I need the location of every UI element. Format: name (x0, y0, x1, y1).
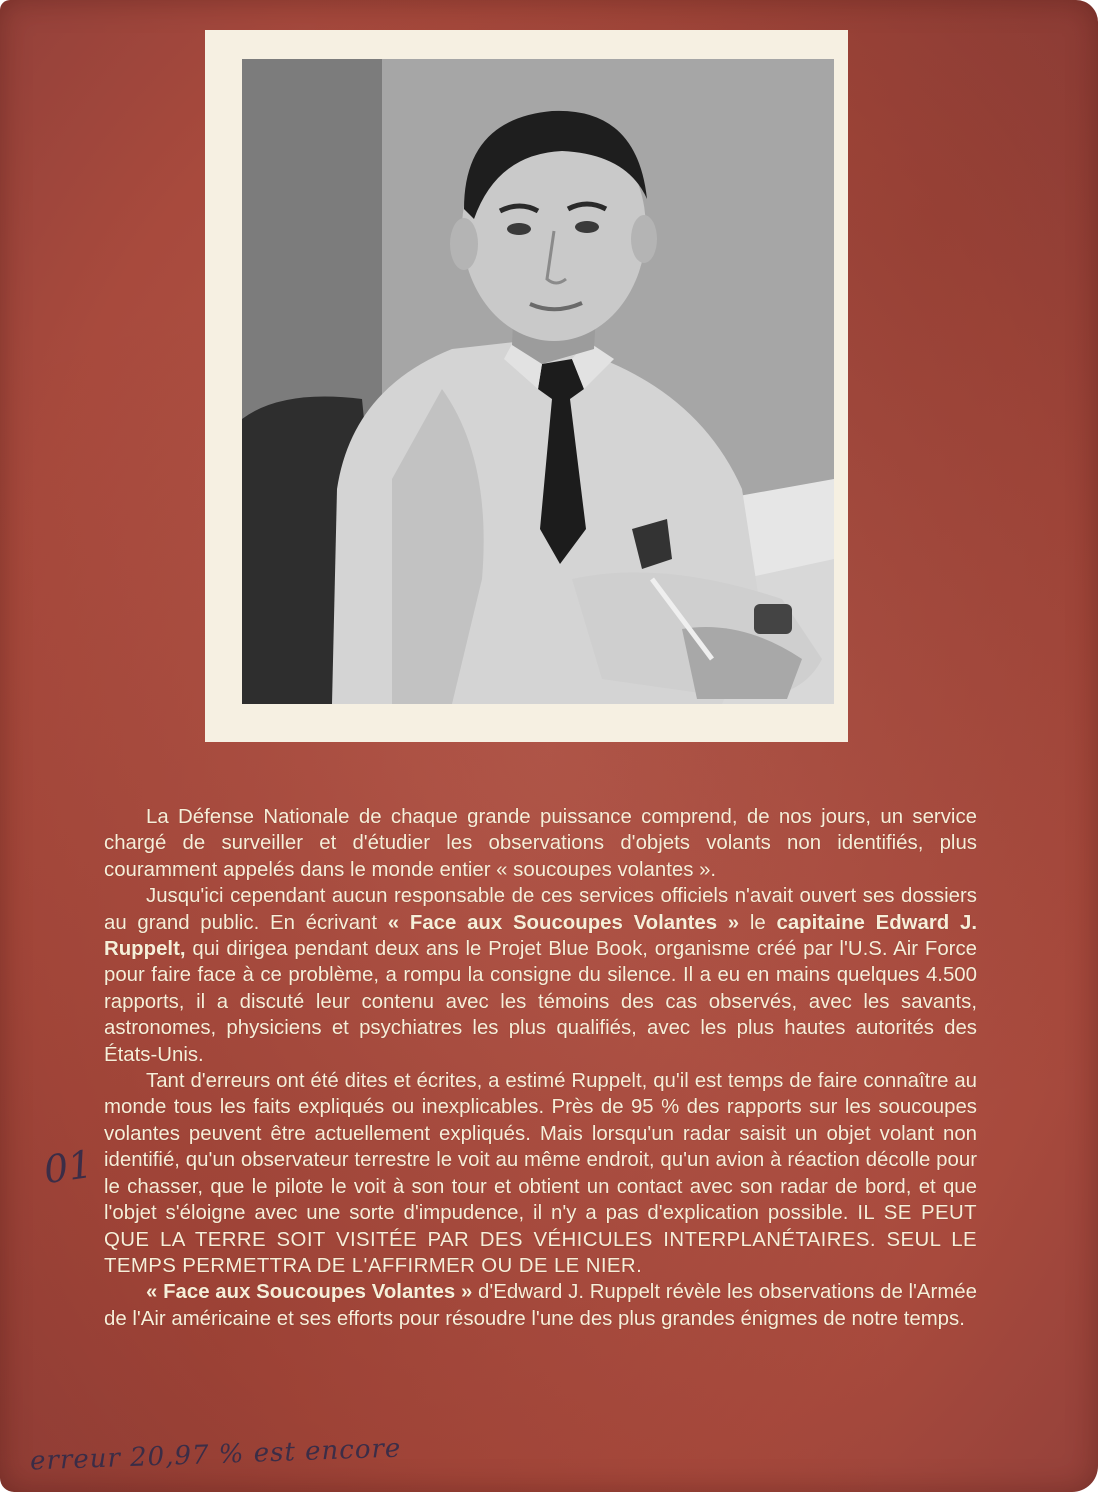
photo-frame (205, 30, 848, 742)
paragraph-3 (104, 1068, 977, 1279)
handwritten-margin-note: 01 (41, 1141, 96, 1193)
blurb-text (104, 804, 977, 1332)
book-title-reference: « Face aux Soucoupes Volantes » (387, 911, 740, 934)
paragraph-2-part-a: Jusqu'ici cependant aucun responsable de ces services officiels n'avait ouvert ses dossiers au grand public. En écrivant (104, 885, 977, 934)
paragraph-2 (104, 883, 977, 1068)
author-portrait-photo (242, 59, 834, 704)
portrait-illustration (242, 59, 834, 704)
paragraph-2-part-b: le (739, 911, 777, 934)
book-title-reference-2: « Face aux Soucoupes Volantes » (146, 1281, 473, 1304)
paragraph-4-rest: d'Edward J. Ruppelt révèle les observations de l'Armée de l'Air américaine et ses efforts pour résoudre l'une des plus grandes énigmes de notre temps. (104, 1281, 977, 1330)
paragraph-2-part-c: qui dirigea pendant deux ans le Projet Blue Book, organisme créé par l'U.S. Air Force pour faire face à ce problème, a rompu la consigne du silence. Il a eu en mains quelques 4.500 rapports, il a discuté leur contenu avec les témoins des cas observés, avec les savants, astronomes, physiciens et psychiatres les plus qualifiés, avec les plus hautes autorités des États-Unis. (104, 938, 977, 1066)
paragraph-4 (104, 1279, 977, 1332)
capitalized-statement: IL SE PEUT QUE LA TERRE SOIT VISITÉE PAR DES VÉHICULES INTERPLANÉTAIRES. SEUL LE TEMPS PERMETTRA DE L'AFFIRMER OU DE LE NIER. (104, 1202, 977, 1277)
paragraph-1: La Défense Nationale de chaque grande puissance comprend, de nos jours, un service chargé de surveiller et d'étudier les observations d'objets volants non identifiés, plus couramment appelés dans le monde entier « soucoupes volantes ». (104, 806, 977, 881)
author-reference: capitaine Edward J. Ruppelt, (104, 911, 977, 961)
paragraph-3-part-a: Tant d'erreurs ont été dites et écrites, a estimé Ruppelt, qu'il est temps de faire connaître au monde tous les faits expliqués ou inexplicables. Près de 95 % des rapports sur les soucoupes volantes peuvent être actuellement expliqués. Mais lorsqu'un radar saisit un objet volant non identifié, qu'un observateur terrestre le voit au même endroit, qu'un avion à réaction décolle pour le chasser, que le pilote le voit à son tour et obtient un contact avec son radar de bord, et que l'objet s'éloigne avec une sorte d'impudence, il n'y a pas d'explication possible. (104, 1070, 977, 1225)
handwritten-bottom-note: erreur 20,97 % est encore (29, 1433, 402, 1477)
